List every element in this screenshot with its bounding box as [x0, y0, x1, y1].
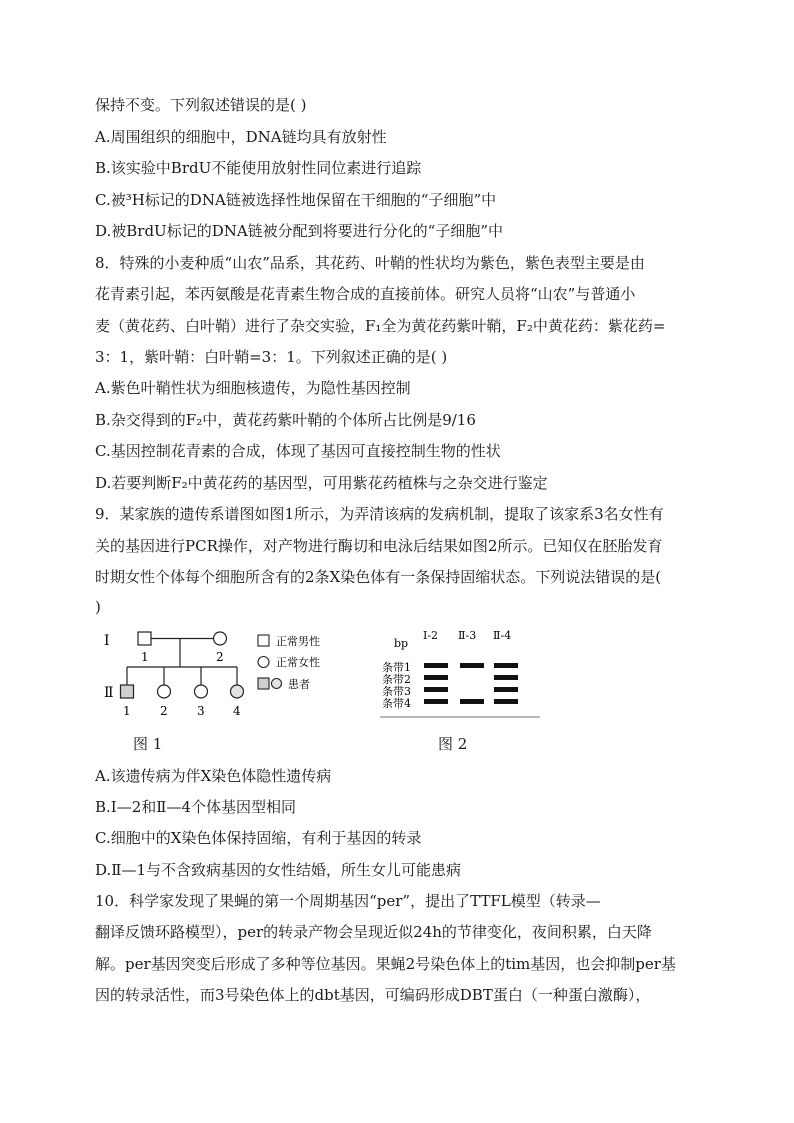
- text-line: C.细胞中的X染色体保持固缩，有利于基因的转录: [95, 829, 422, 847]
- gen1-label-2: 2: [216, 650, 224, 664]
- gen2-label-4: 4: [233, 704, 241, 718]
- legend-female-label: 正常女性: [276, 656, 320, 669]
- normal-female-symbol: [158, 685, 171, 698]
- text-line: A.该遗传病为伴X染色体隐性遗传病: [95, 767, 332, 785]
- text-line: 因的转录活性，而3号染色体上的dbt基因，可编码形成DBT蛋白（一种蛋白激酶），: [95, 986, 651, 1004]
- gel-band: [494, 675, 518, 680]
- text-line: 10．科学家发现了果蝇的第一个周期基因“per”，提出了TTFL模型（转录—: [95, 892, 601, 910]
- text-line: B.杂交得到的F₂中，黄花药紫叶鞘的个体所占比例是9/16: [95, 411, 476, 429]
- text-line: 9．某家族的遗传系谱图如图1所示，为弄清该病的发病机制，提取了该家系3名女性有: [95, 505, 664, 523]
- text-line: A.周围组织的细胞中，DNA链均具有放射性: [95, 128, 387, 146]
- legend-affected-female-icon: [272, 679, 282, 689]
- normal-female-symbol: [195, 685, 208, 698]
- bp-label: bp: [394, 637, 409, 650]
- text-line: D.若要判断F₂中黄花药的基因型，可用紫花药植株与之杂交进行鉴定: [95, 474, 548, 492]
- gel-band: [424, 675, 448, 680]
- normal-female-symbol: [214, 632, 227, 645]
- gel-band: [460, 699, 484, 704]
- text-line: A.紫色叶鞘性状为细胞核遗传，为隐性基因控制: [95, 379, 411, 397]
- legend-male-label: 正常男性: [276, 635, 320, 648]
- text-line: 8．特殊的小麦种质“山农”品系，其花药、叶鞘的性状均为紫色，紫色表型主要是由: [95, 254, 645, 272]
- generation-label-1: Ⅰ: [104, 633, 110, 649]
- text-line: 解。per基因突变后形成了多种等位基因。果蝇2号染色体上的tim基因，也会抑制per基: [95, 955, 676, 973]
- text-line: 时期女性个体每个细胞所含有的2条X染色体有一条保持固缩状态。下列说法错误的是(: [95, 568, 662, 586]
- gel-band: [424, 699, 448, 704]
- gel-band: [424, 663, 448, 668]
- text-line: 保持不变。下列叙述错误的是( ): [95, 96, 307, 114]
- generation-label-2: Ⅱ: [104, 685, 114, 701]
- legend-affected-male-icon: [258, 678, 269, 689]
- figure1-caption: 图 1: [133, 735, 163, 753]
- text-line: ): [95, 598, 101, 616]
- normal-female-symbol: [231, 685, 244, 698]
- legend-female-icon: [258, 657, 269, 668]
- band-label-3: 条带3: [382, 685, 411, 698]
- gen2-label-3: 3: [197, 704, 205, 718]
- gel-band: [494, 663, 518, 668]
- gen1-label-1: 1: [141, 650, 149, 664]
- text-line: C.被³H标记的DNA链被选择性地保留在干细胞的“子细胞”中: [95, 191, 497, 209]
- text-line: 3：1，紫叶鞘：白叶鞘=3：1。下列叙述正确的是( ): [95, 348, 448, 366]
- gel-band: [424, 687, 448, 692]
- legend-male-icon: [258, 635, 269, 646]
- text-line: D.被BrdU标记的DNA链被分配到将要进行分化的“子细胞”中: [95, 222, 504, 240]
- legend-affected-label: 患者: [288, 678, 310, 691]
- figure2-caption: 图 2: [438, 735, 468, 753]
- lane-label-3: Ⅱ-4: [493, 629, 512, 642]
- pedigree-figure: [100, 625, 360, 725]
- gel-band: [494, 699, 518, 704]
- gen2-label-1: 1: [123, 704, 131, 718]
- text-line: 麦（黄花药、白叶鞘）进行了杂交实验，F₁全为黄花药紫叶鞘，F₂中黄花药：紫花药=: [95, 317, 666, 335]
- text-line: B.Ⅰ—2和Ⅱ—4个体基因型相同: [95, 798, 296, 816]
- text-line: 翻译反馈环路模型），per的转录产物会呈现近似24h的节律变化，夜间积累，白天降: [95, 923, 652, 941]
- normal-male-symbol: [138, 632, 151, 645]
- gel-bands: [424, 663, 518, 704]
- text-line: 关的基因进行PCR操作，对产物进行酶切和电泳后结果如图2所示。已知仅在胚胎发育: [95, 537, 663, 555]
- band-label-4: 条带4: [382, 697, 411, 710]
- gel-band: [494, 687, 518, 692]
- text-line: D.Ⅱ—1与不含致病基因的女性结婚，所生女儿可能患病: [95, 861, 462, 879]
- lane-label-2: Ⅱ-3: [458, 629, 477, 642]
- gen2-label-2: 2: [160, 704, 168, 718]
- lane-label-1: Ⅰ-2: [423, 629, 439, 642]
- band-label-1: 条带1: [382, 661, 411, 674]
- affected-male-symbol: [121, 685, 134, 698]
- band-label-2: 条带2: [382, 673, 411, 686]
- electrophoresis-figure: [378, 625, 543, 725]
- text-line: 花青素引起，苯丙氨酸是花青素生物合成的直接前体。研究人员将“山农”与普通小: [95, 285, 636, 303]
- text-line: B.该实验中BrdU不能使用放射性同位素进行追踪: [95, 159, 422, 177]
- text-line: C.基因控制花青素的合成，体现了基因可直接控制生物的性状: [95, 442, 501, 460]
- gel-band: [460, 663, 484, 668]
